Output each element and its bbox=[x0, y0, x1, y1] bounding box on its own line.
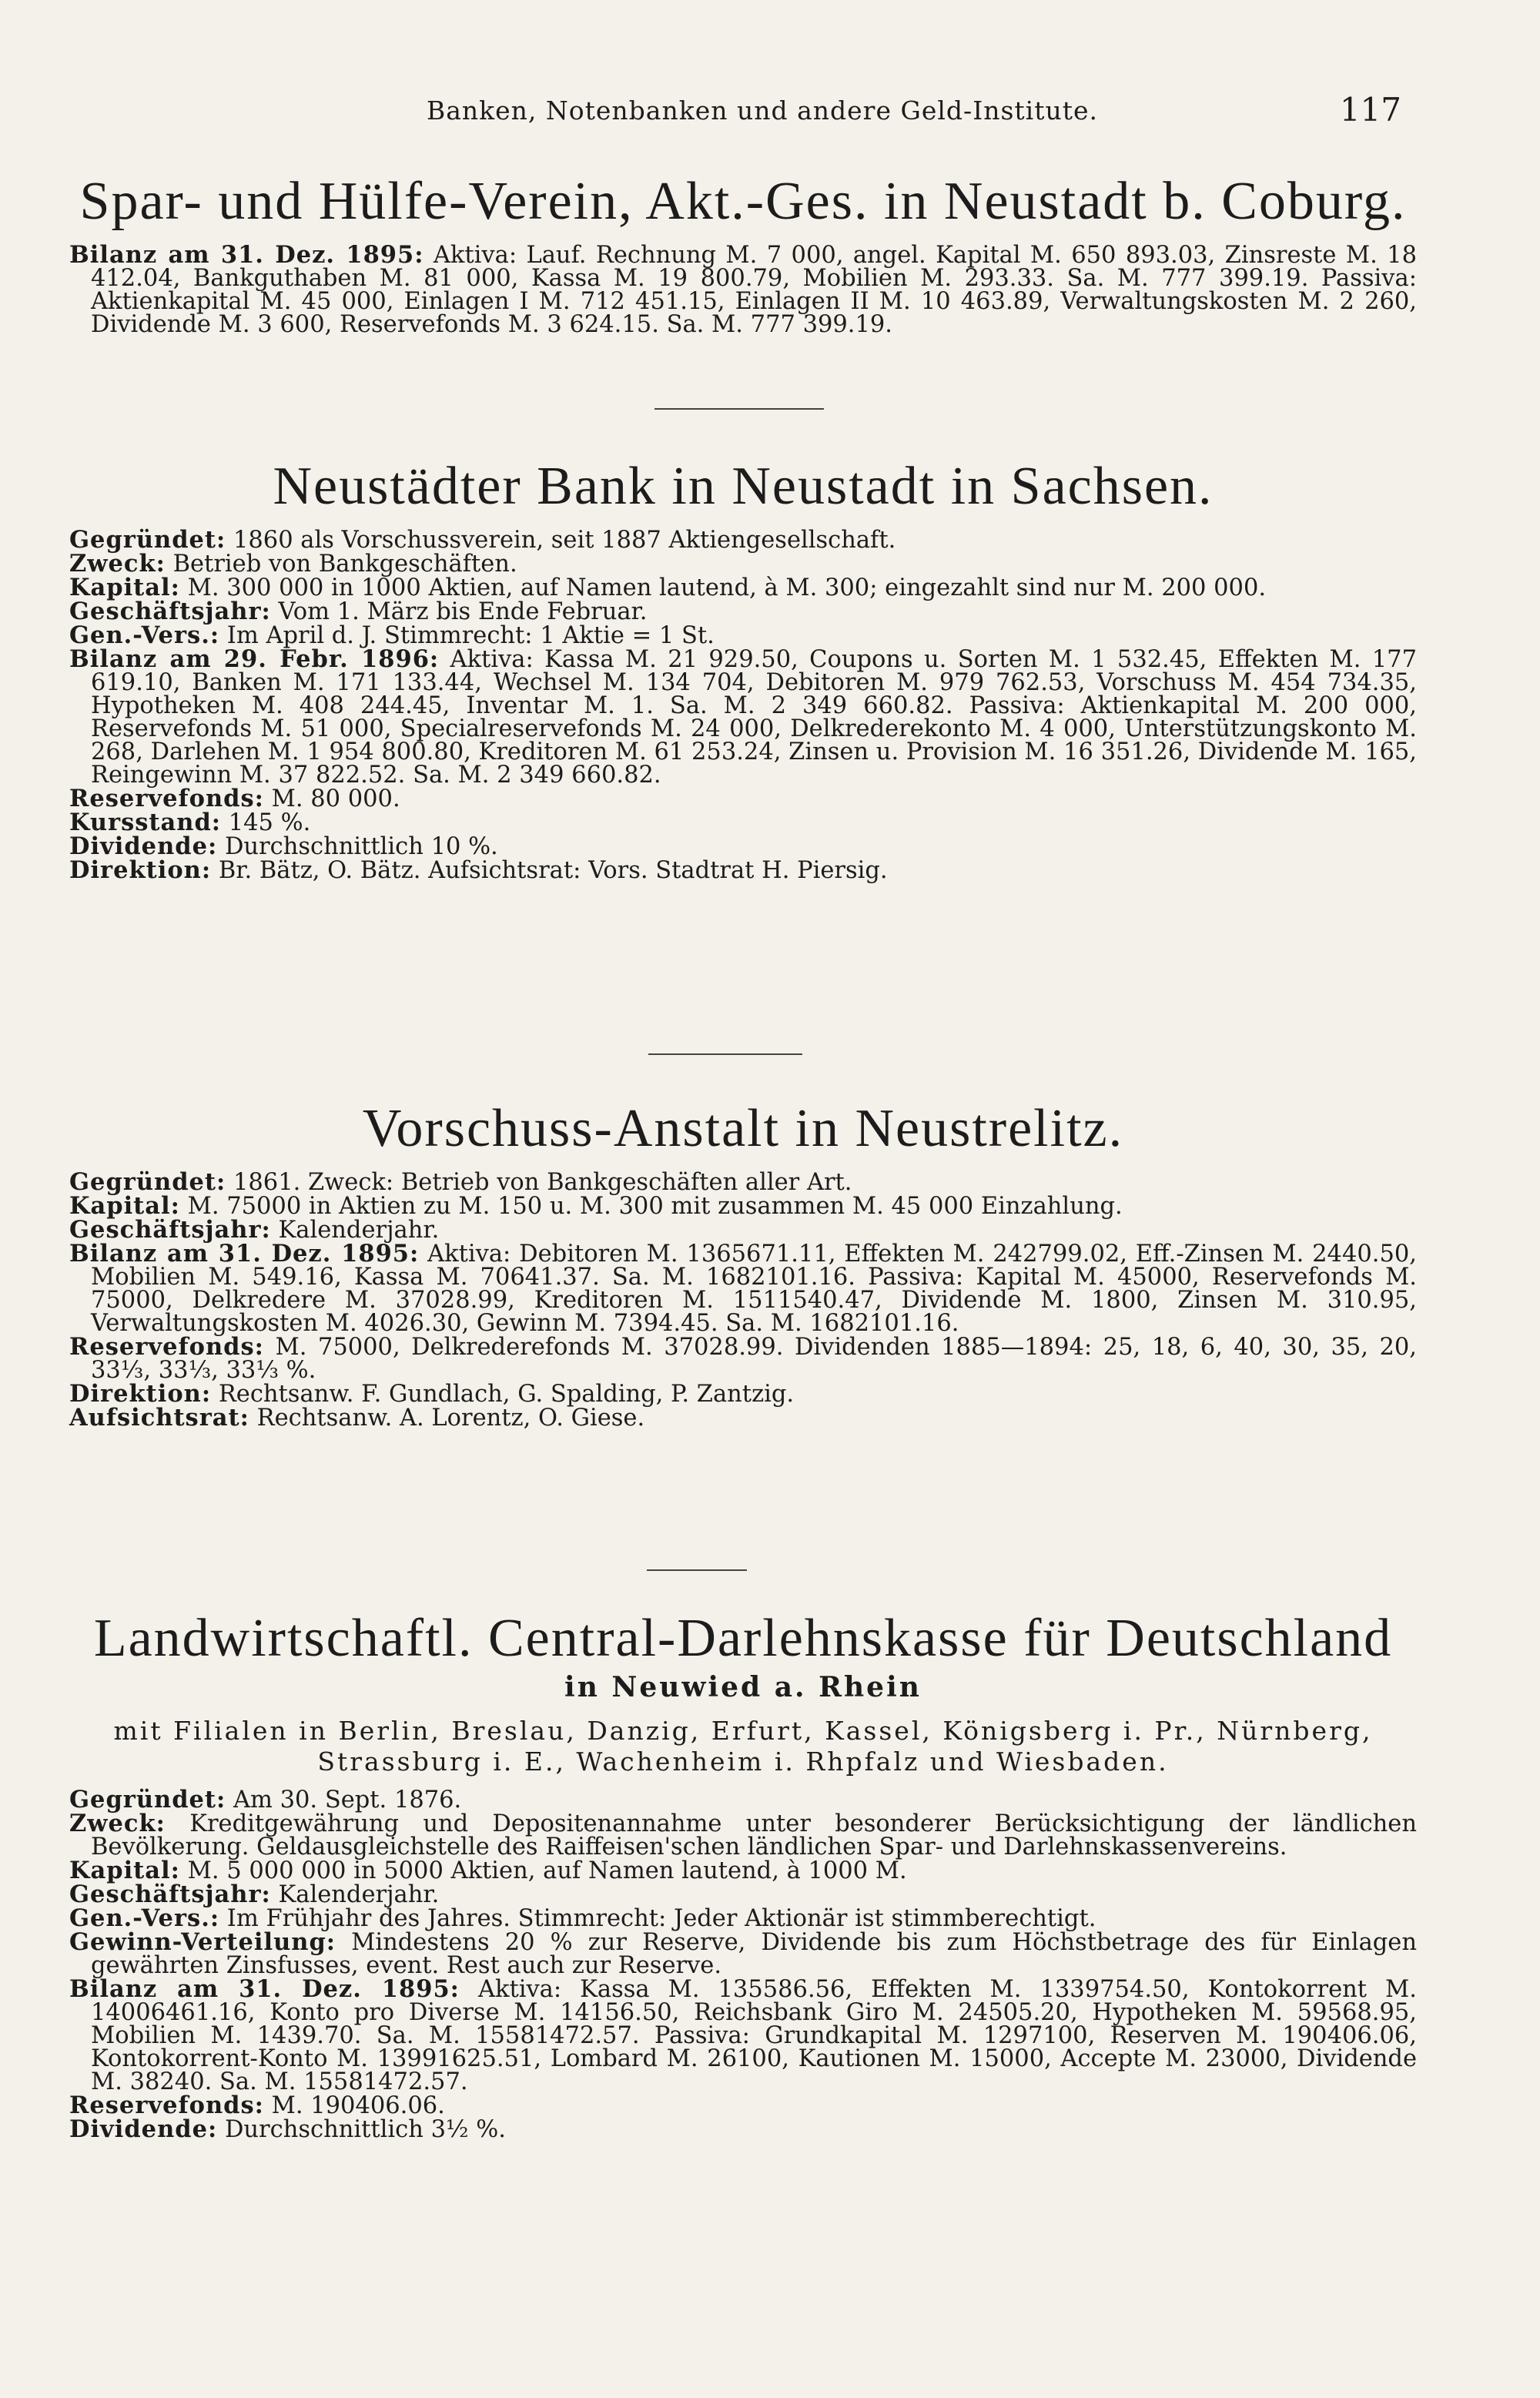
section-neustaedter-bank bbox=[69, 456, 1417, 883]
entry-bilanz bbox=[69, 1975, 1417, 2095]
section-spar-huelfe-verein bbox=[69, 171, 1417, 337]
section-vorschuss-anstalt bbox=[69, 1098, 1417, 1430]
entry-text: Aktiva: Kassa M. 21 929.50, Coupons u. Sorten M. 1 532.45, Effekten M. 177 619.10, Banken M. 171 133.44, Wechsel M. 134 704, Debitoren M. 979 762.53, Vorschuss M. 454 734.35, Hypotheken M. 408 244.45, Inventar M. 1. Sa. M. 2 349 660.82. Passiva: Aktienkapital M. 200 000, Reservefonds M. 51 000, Specialreservefonds M. 24 000, Delkrederekonto M. 4 000, Unterstützungskonto M. 268, Darlehen M. 1 954 800.80, Kreditoren M. 61 253.24, Zinsen u. Provision M. 16 351.26, Dividende M. 165, Reingewinn M. 37 822.52. Sa. M. 2 349 660.82. bbox=[91, 646, 1417, 789]
entry-label: Direktion: bbox=[69, 1380, 212, 1408]
entry-dividende bbox=[69, 2115, 1417, 2143]
entry-label: Bilanz am 31. Dez. 1895: bbox=[69, 241, 424, 269]
entry-aufsichtsrat bbox=[69, 1406, 1417, 1430]
entry-label: Geschäftsjahr: bbox=[69, 598, 271, 625]
entry-text: M. 5 000 000 in 5000 Aktien, auf Namen lautend, à 1000 M. bbox=[187, 1857, 907, 1884]
entry-label: Aufsichtsrat: bbox=[69, 1404, 249, 1432]
entry-text: M. 190406.06. bbox=[271, 2092, 445, 2119]
entry-text: M. 75000, Delkrederefonds M. 37028.99. Dividenden 1885—1894: 25, 18, 6, 40, 30, 35, 20, 33⅓, 33⅓, 33⅓ %. bbox=[91, 1334, 1418, 1384]
entry-text: Rechtsanw. F. Gundlach, G. Spalding, P. Zantzig. bbox=[218, 1381, 795, 1408]
entry-text: M. 75000 in Aktien zu M. 150 u. M. 300 mit zusammen M. 45 000 Einzahlung. bbox=[187, 1193, 1123, 1220]
section-divider bbox=[648, 1053, 802, 1055]
entry-label: Kursstand: bbox=[69, 809, 222, 836]
entry-text: 145 %. bbox=[228, 809, 311, 836]
entry-text: Kalenderjahr. bbox=[278, 1217, 440, 1244]
entry-geschaeftsjahr bbox=[69, 1218, 1417, 1242]
entry-label: Geschäftsjahr: bbox=[69, 1216, 271, 1244]
entry-gegruendet bbox=[69, 528, 1417, 552]
section-body bbox=[69, 1168, 1418, 1432]
section-central-darlehnskasse bbox=[69, 1608, 1417, 2142]
entry-label: Kapital: bbox=[69, 574, 180, 601]
entry-reservefonds bbox=[69, 1335, 1417, 1382]
entry-kursstand bbox=[69, 811, 1417, 835]
entry-label: Dividende: bbox=[69, 2115, 218, 2143]
entry-text: Rechtsanw. A. Lorentz, O. Giese. bbox=[256, 1405, 645, 1432]
running-head: Banken, Notenbanken und andere Geld-Institute. bbox=[426, 95, 1099, 126]
section-filialen: mit Filialen in Berlin, Breslau, Danzig, Erfurt, Kassel, Königsberg i. Pr., Nürnberg, Strassburg i. E., Wachenheim i. Rhpfalz und Wiesbaden. bbox=[113, 1716, 1373, 1777]
entry-text: 1861. Zweck: Betrieb von Bankgeschäften aller Art. bbox=[233, 1169, 852, 1196]
section-body bbox=[69, 243, 1417, 337]
entry-label: Reservefonds: bbox=[69, 2092, 264, 2119]
entry-geschaeftsjahr bbox=[69, 1883, 1417, 1907]
entry-text: Durchschnittlich 3½ %. bbox=[224, 2116, 506, 2143]
entry-label: Gewinn-Verteilung: bbox=[69, 1928, 336, 1956]
entry-label: Gegründet: bbox=[69, 1168, 226, 1196]
entry-zweck bbox=[69, 552, 1417, 576]
entry-dividende bbox=[69, 832, 1417, 860]
entry-direktion bbox=[69, 856, 1417, 884]
entry-reservefonds bbox=[69, 787, 1417, 811]
entry-label: Reservefonds: bbox=[69, 785, 264, 812]
entry-label: Gen.-Vers.: bbox=[69, 621, 220, 649]
entry-text: Aktiva: Kassa M. 135586.56, Effekten M. 1339754.50, Kontokorrent M. 14006461.16, Konto pro Diverse M. 14156.50, Reichsbank Giro M. 24505.20, Hypotheken M. 59568.95, Mobilien M. 1439.70. Sa. M. 15581472.57. Passiva: Grundkapital M. 1297100, Reserven M. 190406.06, Kontokorrent-Konto M. 13991625.51, Lombard M. 26100, Kautionen M. 15000, Accepte M. 23000, Dividende M. 38240. Sa. M. 15581472.57. bbox=[91, 1976, 1417, 2095]
entry-reservefonds bbox=[69, 2094, 1417, 2118]
entry-label: Kapital: bbox=[69, 1857, 180, 1884]
entry-label: Kapital: bbox=[69, 1192, 180, 1220]
entry-kapital bbox=[69, 1859, 1417, 1883]
entry-label: Bilanz am 31. Dez. 1895: bbox=[69, 1240, 420, 1268]
entry-geschaeftsjahr bbox=[69, 600, 1417, 624]
entry-text: Vom 1. März bis Ende Februar. bbox=[278, 598, 648, 625]
entry-kapital bbox=[69, 576, 1417, 600]
entry-label: Bilanz am 31. Dez. 1895: bbox=[69, 1975, 460, 2003]
entry-kapital bbox=[69, 1194, 1417, 1218]
entry-text: Mindestens 20 % zur Reserve, Dividende bis zum Höchstbetrage des für Einlagen gewährten Zinsfusses, event. Rest auch zur Reserve. bbox=[91, 1929, 1417, 1979]
entry-direktion bbox=[69, 1382, 1417, 1406]
entry-text: Am 30. Sept. 1876. bbox=[233, 1787, 462, 1814]
entry-text: Betrieb von Bankgeschäften. bbox=[172, 551, 517, 578]
entry-gen-vers bbox=[69, 621, 1417, 649]
entry-text: 1860 als Vorschussverein, seit 1887 Aktiengesellschaft. bbox=[233, 527, 896, 554]
section-divider bbox=[654, 408, 824, 410]
section-title: Vorschuss-Anstalt in Neustrelitz. bbox=[362, 1099, 1124, 1158]
entry-text: Br. Bätz, O. Bätz. Aufsichtsrat: Vors. Stadtrat H. Piersig. bbox=[218, 857, 888, 884]
entry-text: Kreditgewährung und Depositenannahme unter besonderer Berücksichtigung der ländlichen Bevölkerung. Geldausgleichstelle des Raiffeisen'schen ländlichen Spar- und Darlehnskassenvereins. bbox=[91, 1810, 1417, 1860]
entry-text: Aktiva: Lauf. Rechnung M. 7 000, angel. Kapital M. 650 893.03, Zinsreste M. 18 412.04, Bankguthaben M. 81 000, Kassa M. 19 800.79, Mobilien M. 293.33. Sa. M. 777 399.19. Passiva: Aktienkapital M. 45 000, Einlagen I M. 712 451.15, Einlagen II M. 10 463.89, Verwaltungskosten M. 2 260, Dividende M. 3 600, Reservefonds M. 3 624.15. Sa. M. 777 399.19. bbox=[91, 242, 1417, 338]
entry-gen-vers bbox=[69, 1904, 1417, 1932]
entry-bilanz bbox=[69, 645, 1417, 789]
entry-text: Kalenderjahr. bbox=[278, 1881, 440, 1908]
entry-label: Bilanz am 29. Febr. 1896: bbox=[69, 645, 440, 673]
entry-gegruendet bbox=[69, 1788, 1417, 1812]
entry-gewinn-verteilung bbox=[69, 1928, 1417, 1979]
entry-text: Durchschnittlich 10 %. bbox=[224, 833, 498, 860]
entry-text: M. 80 000. bbox=[271, 785, 400, 812]
entry-gegruendet bbox=[69, 1168, 1417, 1196]
entry-label: Gen.-Vers.: bbox=[69, 1904, 220, 1932]
page-number: 117 bbox=[1339, 91, 1401, 129]
section-body bbox=[69, 1788, 1417, 2142]
entry-label: Zweck: bbox=[69, 550, 166, 578]
entry-text: Aktiva: Debitoren M. 1365671.11, Effekten M. 242799.02, Eff.-Zinsen M. 2440.50, Mobilien M. 549.16, Kassa M. 70641.37. Sa. M. 1682101.16. Passiva: Kapital M. 45000, Reservefonds M. 75000, Delkredere M. 37028.99, Kreditoren M. 1511540.47, Dividende M. 1800, Zinsen M. 310.95, Verwaltungskosten M. 4026.30, Gewinn M. 7394.45. Sa. M. 1682101.16. bbox=[91, 1241, 1417, 1337]
section-body bbox=[69, 528, 1417, 883]
entry-bilanz bbox=[69, 1242, 1417, 1335]
entry-zweck bbox=[69, 1812, 1417, 1859]
entry-text: Im April d. J. Stimmrecht: 1 Aktie = 1 St. bbox=[226, 622, 715, 649]
section-divider bbox=[647, 1569, 747, 1571]
entry-label: Reservefonds: bbox=[69, 1333, 264, 1361]
entry-label: Geschäftsjahr: bbox=[69, 1881, 271, 1908]
entry-label: Zweck: bbox=[69, 1810, 166, 1837]
section-title: Landwirtschaftl. Central-Darlehnskasse für Deutschland bbox=[93, 1609, 1393, 1668]
section-title: Spar- und Hülfe-Verein, Akt.-Ges. in Neustadt b. Coburg. bbox=[79, 172, 1407, 231]
entry-text: Im Frühjahr des Jahres. Stimmrecht: Jeder Aktionär ist stimmberechtigt. bbox=[226, 1905, 1096, 1932]
page-header bbox=[123, 91, 1401, 137]
entry-label: Gegründet: bbox=[69, 526, 226, 554]
section-subtitle: in Neuwied a. Rhein bbox=[564, 1671, 922, 1703]
entry-text: M. 300 000 in 1000 Aktien, auf Namen lautend, à M. 300; eingezahlt sind nur M. 200 000. bbox=[187, 574, 1267, 601]
entry-label: Dividende: bbox=[69, 832, 218, 860]
section-title: Neustädter Bank in Neustadt in Sachsen. bbox=[273, 457, 1214, 516]
entry-label: Gegründet: bbox=[69, 1786, 226, 1814]
entry-bilanz bbox=[69, 243, 1417, 337]
entry-label: Direktion: bbox=[69, 856, 212, 884]
